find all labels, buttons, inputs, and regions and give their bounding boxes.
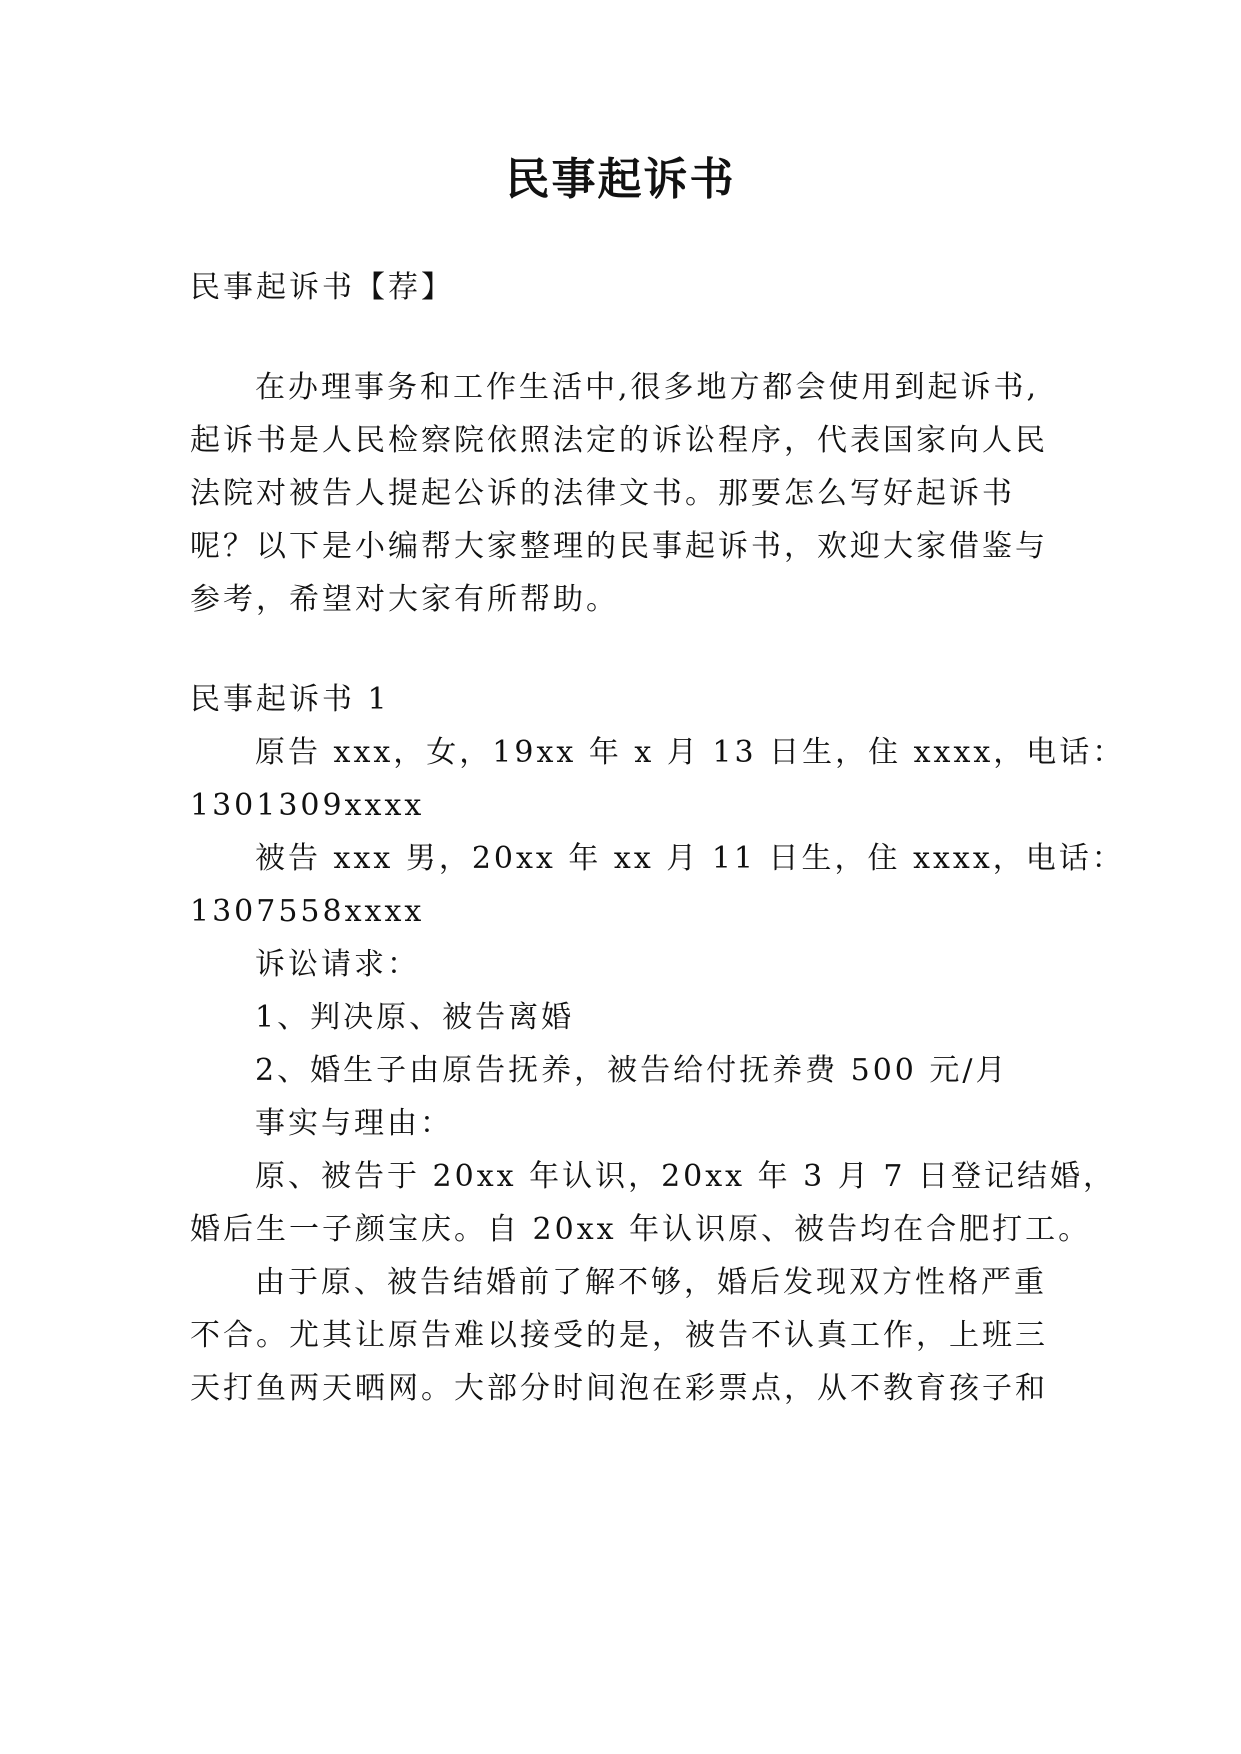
claim-item-2: 2、婚生子由原告抚养，被告给付抚养费 500 元/月 (255, 1053, 1009, 1088)
document-title: 民事起诉书 (505, 154, 736, 205)
document-subtitle: 民事起诉书【荐】 (190, 270, 454, 305)
facts-line-4: 不合。尤其让原告难以接受的是，被告不认真工作，上班三 (190, 1318, 1048, 1353)
claim-item-1: 1、判决原、被告离婚 (255, 1000, 575, 1035)
claims-heading: 诉讼请求： (255, 947, 420, 982)
intro-line-2: 起诉书是人民检察院依照法定的诉讼程序，代表国家向人民 (190, 423, 1048, 458)
plaintiff-line: 原告 xxx，女，19xx 年 x 月 13 日生，住 xxxx，电话： (255, 735, 1126, 770)
section-heading: 民事起诉书 1 (190, 682, 390, 717)
intro-line-1: 在办理事务和工作生活中,很多地方都会使用到起诉书, (255, 370, 1040, 405)
facts-heading: 事实与理由： (255, 1106, 453, 1141)
intro-line-3: 法院对被告人提起公诉的法律文书。那要怎么写好起诉书 (190, 476, 1015, 511)
plaintiff-phone: 1301309xxxx (190, 788, 425, 823)
facts-line-2: 婚后生一子颜宝庆。自 20xx 年认识原、被告均在合肥打工。 (190, 1212, 1092, 1247)
facts-line-1: 原、被告于 20xx 年认识，20xx 年 3 月 7 日登记结婚， (255, 1159, 1116, 1194)
intro-line-5: 参考，希望对大家有所帮助。 (190, 582, 619, 617)
facts-line-5: 天打鱼两天晒网。大部分时间泡在彩票点，从不教育孩子和 (190, 1371, 1048, 1406)
defendant-phone: 1307558xxxx (190, 894, 425, 929)
defendant-line: 被告 xxx 男，20xx 年 xx 月 11 日生，住 xxxx，电话： (255, 841, 1125, 876)
facts-line-3: 由于原、被告结婚前了解不够，婚后发现双方性格严重 (255, 1265, 1047, 1300)
intro-line-4: 呢？以下是小编帮大家整理的民事起诉书，欢迎大家借鉴与 (190, 529, 1048, 564)
